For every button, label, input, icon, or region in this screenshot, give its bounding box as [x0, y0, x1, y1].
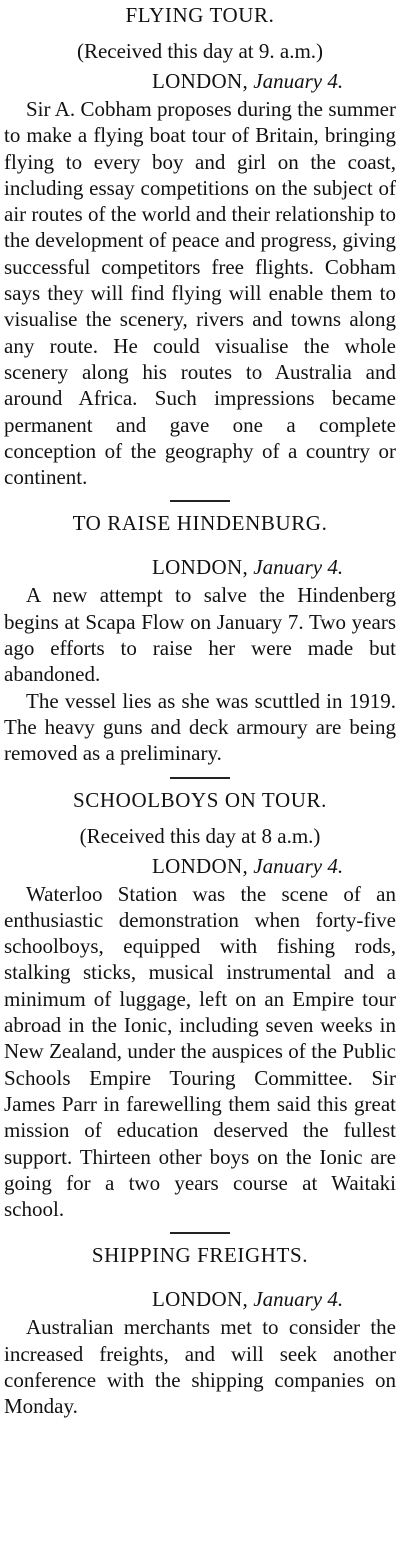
dateline-place: LONDON,: [152, 69, 249, 93]
article-paragraph: A new attempt to salve the Hindenberg begins at Scapa Flow on January 7. Two years ago efforts to raise her were made but abandoned.: [4, 583, 396, 687]
article-schoolboys-on-tour: [4, 785, 396, 1223]
headline: TO RAISE HINDENBURG.: [72, 511, 328, 536]
section-divider: [170, 1232, 230, 1234]
headline: FLYING TOUR.: [125, 3, 275, 27]
received-note: (Received this day at 8 a.m.): [79, 823, 321, 848]
article-raise-hindenburg: [4, 508, 396, 766]
dateline: [4, 66, 396, 96]
dateline-place: LONDON,: [152, 555, 249, 580]
article-paragraph: The vessel lies as she was scuttled in 1919. The heavy guns and deck armoury are being removed as a preliminary.: [4, 688, 396, 766]
section-divider: [170, 777, 230, 779]
dateline: [4, 851, 396, 881]
received-note: (Received this day at 9. a.m.): [76, 39, 324, 63]
dateline-date: January 4.: [253, 555, 344, 580]
article-flying-tour: [4, 0, 396, 490]
headline: SHIPPING FREIGHTS.: [91, 1243, 309, 1268]
dateline-date: January 4.: [253, 853, 344, 878]
dateline-date: January 4.: [253, 1287, 344, 1312]
article-shipping-freights: [4, 1240, 396, 1419]
dateline-place: LONDON,: [152, 1287, 249, 1312]
dateline: [4, 552, 396, 582]
dateline-date: January 4.: [253, 69, 344, 93]
article-paragraph: Waterloo Station was the scene of an enthusiastic demonstration when forty-five schoolboys, equipped with fishing rods, stalking sticks, musical instrumental and a minimum of luggage, left on an Empire tour abroad in the Ionic, including seven weeks in New Zealand, under the auspices of the Public Schools Empire Touring Committee. Sir James Parr in farewelling them said this great mission of education deserved the fullest support. Thirteen other boys on the Ionic are going for a two years course at Waitaki school.: [4, 881, 396, 1222]
article-paragraph: Australian merchants met to consider the increased freights, and will seek another conference with the shipping companies on Monday.: [4, 1315, 396, 1419]
headline: SCHOOLBOYS ON TOUR.: [73, 787, 327, 812]
dateline-place: LONDON,: [152, 853, 249, 878]
article-paragraph: Sir A. Cobham proposes during the summer to make a flying boat tour of Britain, bringing flying to every boy and girl on the coast, including essay competitions on the subject of air routes of the world and their relationship to the development of peace and progress, giving successful competitors free flights. Cobham says they will find flying will enable them to visualise the scenery, rivers and towns along any route. He could visualise the whole scenery along his routes to Australia and around Africa. Such impressions became permanent and gave one a complete conception of the geography of a country or continent.: [4, 97, 396, 490]
section-divider: [170, 500, 230, 502]
dateline: [4, 1284, 396, 1314]
